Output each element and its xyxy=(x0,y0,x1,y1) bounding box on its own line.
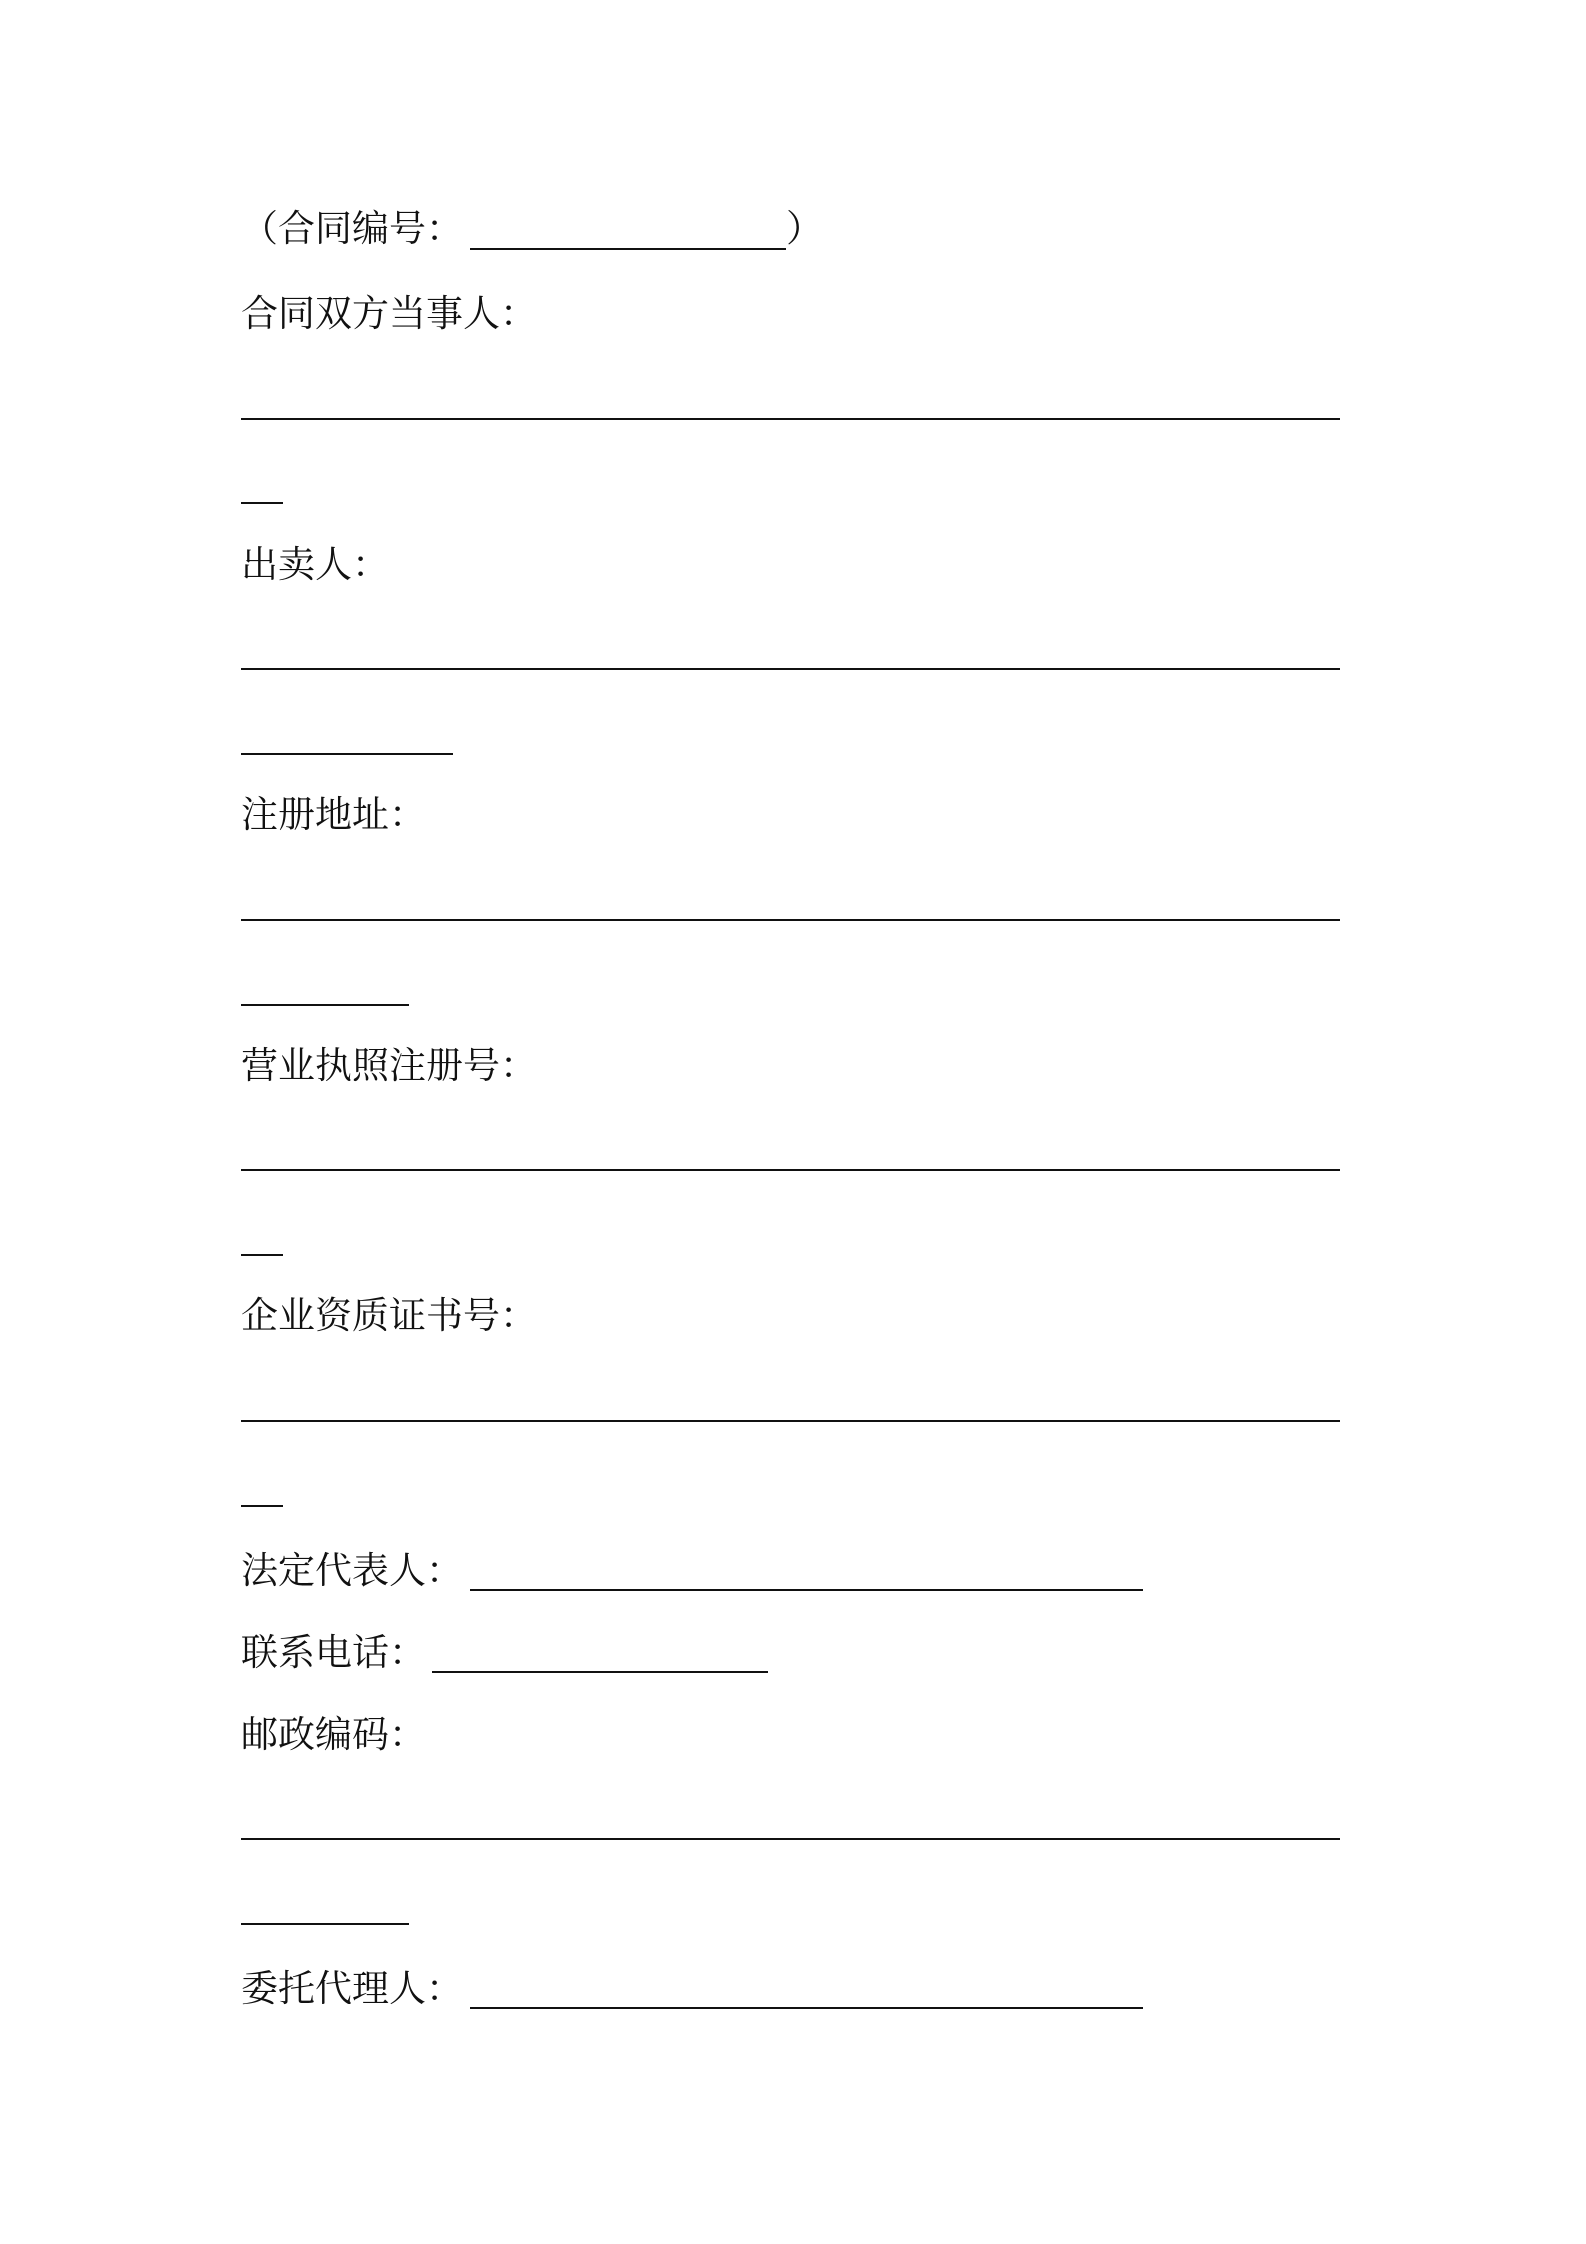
qualification-cert-label: 企业资质证书号： xyxy=(241,1294,537,1337)
seller-blank-line-2[interactable] xyxy=(241,753,453,755)
contract-number-blank[interactable] xyxy=(470,248,786,250)
registered-address-label: 注册地址： xyxy=(241,793,426,836)
contract-number-close-paren: ） xyxy=(786,207,823,250)
agent-blank[interactable] xyxy=(470,2007,1143,2009)
postal-code-label: 邮政编码： xyxy=(241,1713,426,1756)
registered-address-blank-line-1[interactable] xyxy=(241,919,1340,921)
phone-label: 联系电话： xyxy=(241,1631,426,1674)
registered-address-blank-line-2[interactable] xyxy=(241,1004,409,1006)
legal-rep-blank[interactable] xyxy=(470,1589,1143,1591)
qualification-cert-blank-line-1[interactable] xyxy=(241,1420,1340,1422)
parties-blank-line-1[interactable] xyxy=(241,418,1340,420)
seller-blank-line-1[interactable] xyxy=(241,668,1340,670)
business-license-blank-line-1[interactable] xyxy=(241,1169,1340,1171)
phone-blank[interactable] xyxy=(432,1671,768,1673)
parties-blank-line-2[interactable] xyxy=(241,502,283,504)
business-license-label: 营业执照注册号： xyxy=(241,1044,537,1087)
postal-code-blank-line-1[interactable] xyxy=(241,1838,1340,1840)
qualification-cert-blank-line-2[interactable] xyxy=(241,1505,283,1507)
contract-number-label: （合同编号： xyxy=(241,207,463,250)
legal-rep-label: 法定代表人： xyxy=(241,1549,463,1592)
business-license-blank-line-2[interactable] xyxy=(241,1254,283,1256)
seller-label: 出卖人： xyxy=(241,543,389,586)
agent-label: 委托代理人： xyxy=(241,1967,463,2010)
parties-heading: 合同双方当事人： xyxy=(241,292,537,335)
postal-code-blank-line-2[interactable] xyxy=(241,1923,409,1925)
